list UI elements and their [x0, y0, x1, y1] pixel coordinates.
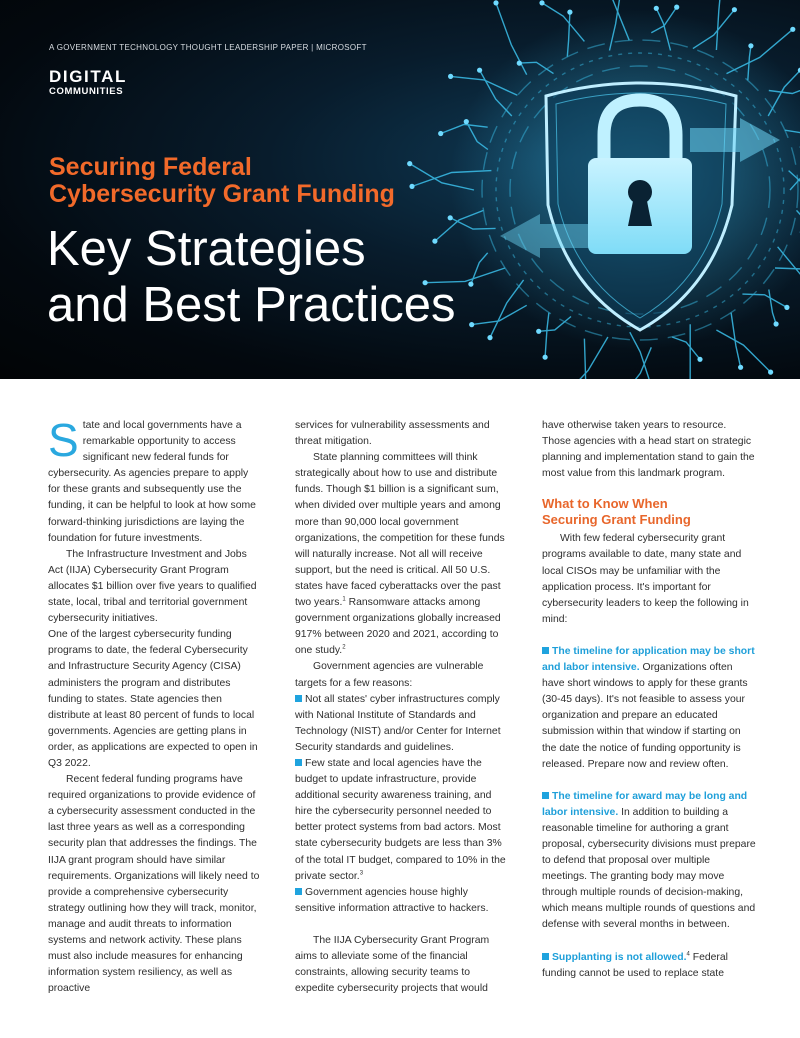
bullet-icon: [542, 647, 549, 654]
list-item: The timeline for award may be long and labor intensive. In addition to building a reasonable timeline for authoring a grant proposal, cybersecurity divisions must prepare to defend that proposal over multiple meetings. The granting body may move through multiple rounds of decision-making, which means multiple rounds of questions and defense with several months in between.: [542, 790, 756, 931]
bullet-icon: [542, 953, 549, 960]
paragraph: The Infrastructure Investment and Jobs Act (IIJA) Cybersecurity Grant Program allocates $1 billion over five years to qualified state, local, tribal and territorial government cybersecurity initiatives.: [48, 548, 257, 625]
paragraph: have otherwise taken years to resource. Those agencies with a head start on strategic planning and implementation stand to gain the most value from this landmark program.: [542, 420, 755, 480]
list-item: Supplanting is not allowed.$^4$ Federal funding cannot be used to replace state: [542, 951, 728, 979]
page-subtitle: [49, 154, 479, 208]
bullet-icon: [295, 759, 302, 766]
brand-line-2: COMMUNITIES: [49, 86, 124, 97]
footnote-ref: 1: [342, 596, 346, 603]
column-3: [542, 418, 757, 982]
paragraph: State planning committees will think strategically about how to use and distribute funds. Though $1 billion is a significant sum, when divided over multiple years and among more than 90,000 local government organizations, the competition for these funds will naturally increase. Not all will receive support, but the need is critical. All 50 U.S. states have faced cyberattacks over the past two years.$^1$ Ransomware attacks among government organizations globally increased 917% between 2020 and 2021, according to one study.$^2$: [295, 452, 505, 657]
intro-text: tate and local governments have a remarkable opportunity to access significant new federal funds for cybersecurity. As agencies prepare to apply for these grants and subsequently use the funding, it can be helpful to look at how some forward-thinking jurisdictions are laying the foundation for future investments.: [48, 420, 256, 544]
column-2: [295, 418, 510, 997]
footnote-ref: 4: [686, 951, 690, 958]
footnote-ref: 3: [359, 870, 364, 877]
spacer: [542, 628, 757, 644]
spacer: [542, 773, 757, 789]
column-1: [48, 414, 263, 997]
section-heading: What to Know When Securing Grant Funding: [542, 496, 691, 527]
list-item: The timeline for application may be short and labor intensive. Organizations often have short windows to apply for these grants (30-45 days). It's not feasible to assess your organization and prepare an educated submission within that window if starting on the date the notice of funding opportunity is released. Prepare now and review often.: [542, 645, 755, 770]
subtitle-line-2: Cybersecurity Grant Funding: [49, 180, 395, 208]
title-line-2: and Best Practices: [47, 278, 456, 332]
list-item: Not all states' cyber infrastructures comply with National Institute of Standards and Technology (NIST) and/or Center for Internet Security standards and guidelines.: [295, 693, 501, 753]
paragraph: services for vulnerability assessments and threat mitigation.: [295, 420, 490, 448]
header-kicker: A GOVERNMENT TECHNOLOGY THOUGHT LEADERSHIP PAPER | MICROSOFT: [49, 43, 367, 52]
bullet-icon: [295, 888, 302, 895]
hero-banner: [0, 0, 800, 379]
list-item: Government agencies house highly sensitive information attractive to hackers.: [295, 886, 489, 914]
spacer: [542, 934, 757, 950]
page-title: [47, 221, 567, 333]
title-line-1: Key Strategies: [47, 222, 366, 276]
paragraph: The IIJA Cybersecurity Grant Program aims to alleviate some of the financial constraints, allowing security teams to expedite cybersecurity projects that would: [295, 934, 490, 995]
paragraph: One of the largest cybersecurity funding programs to date, the federal Cybersecurity and Infrastructure Security Agency (CISA) administers the program and distributes funding to states. State agencies then distribute at least 80 percent of funds to local governments. Agencies are getting plans in order, as applications are expected to open in Q3 2022.: [48, 629, 258, 769]
brand-logo: [49, 68, 127, 97]
paragraph: Recent federal funding programs have required organizations to provide evidence of a cybersecurity assessment conducted in the last three years as well as a corresponding security plan that addresses the findings. The IIJA grant program should have similar requirements. Organizations will likely need to provide a comprehensive cybersecurity strategy outlining how they will track, monitor, manage and audit threats to information systems and network activity. These plans must also include measures for enhancing information system resiliency, as well as proactive: [48, 774, 260, 995]
bullet-icon: [295, 695, 302, 702]
subtitle-line-1: Securing Federal: [49, 153, 252, 181]
paragraph: Government agencies are vulnerable targets for a few reasons:: [295, 661, 484, 689]
spacer: [295, 917, 510, 933]
list-item: Few state and local agencies have the budget to update infrastructure, provide additional security awareness training, and hire the cybersecurity personnel needed to better protect systems from bad actors. Most state cybersecurity budgets are less than 3% of the total IT budget, compared to 10% in the private sector.$^3$: [295, 757, 506, 882]
bullet-icon: [542, 792, 549, 799]
drop-cap: S: [48, 414, 79, 466]
intro-paragraph: [48, 414, 263, 547]
footnote-ref: 2: [342, 644, 346, 651]
brand-line-1: DIGITAL: [49, 67, 127, 86]
paragraph: With few federal cybersecurity grant programs available to date, many state and local CISOs may be unfamiliar with the application process. It's important for cybersecurity leaders to keep the following in mind:: [542, 533, 749, 625]
